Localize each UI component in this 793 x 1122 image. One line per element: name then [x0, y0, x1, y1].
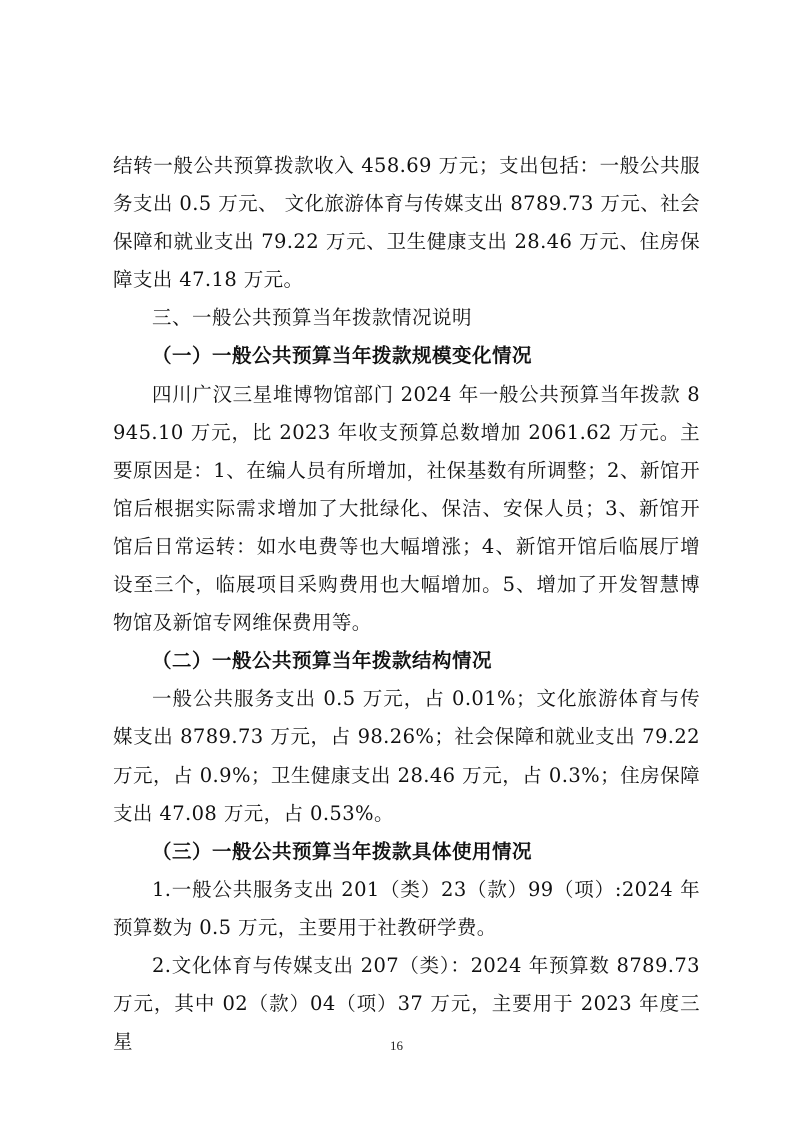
- document-body: [113, 147, 700, 1061]
- paragraph-usage-culture-media: 2.文化体育与传媒支出 207（类）：2024 年预算数 8789.73 万元，其中 02（款）04（项）37 万元，主要用于 2023 年度三星: [113, 953, 700, 1054]
- subheading-usage: （三）一般公共预算当年拨款具体使用情况: [152, 839, 533, 863]
- paragraph-structure: 一般公共服务支出 0.5 万元，占 0.01%；文化旅游体育与传媒支出 8789.73 万元，占 98.26%；社会保障和就业支出 79.22 万元，占 0.9%；卫生健康支出 28.46 万元，占 0.3%；住房保障支出 47.08 万元，占 0.53%。: [113, 687, 700, 825]
- paragraph-income-expense: 结转一般公共预算拨款收入 458.69 万元；支出包括：一般公共服务支出 0.5 万元、 文化旅游体育与传媒支出 8789.73 万元、社会保障和就业支出 79.22 万元、卫生健康支出 28.46 万元、住房保障支出 47.18 万元。: [113, 154, 700, 292]
- subheading-structure: （二）一般公共预算当年拨款结构情况: [152, 649, 493, 673]
- subheading-scale-change: （一）一般公共预算当年拨款规模变化情况: [152, 344, 533, 368]
- paragraph-scale-change: 四川广汉三星堆博物馆部门 2024 年一般公共预算当年拨款 8945.10 万元，比 2023 年收支预算总数增加 2061.62 万元。主要原因是：1、在编人员有所增加，社保基数有所调整；2、新馆开馆后根据实际需求增加了大批绿化、保洁、安保人员；3、新馆开馆后日常运转：如水电费等也大幅增涨；4、新馆开馆后临展厅增设至三个，临展项目采购费用也大幅增加。5、增加了开发智慧博物馆及新馆专网维保费用等。: [113, 382, 700, 635]
- paragraph-usage-general-services: 1.一般公共服务支出 201（类）23（款）99（项）:2024 年预算数为 0.5 万元，主要用于社教研学费。: [113, 877, 700, 939]
- page-number: 16: [390, 1038, 403, 1053]
- section-heading-3: 三、一般公共预算当年拨款情况说明: [152, 306, 473, 330]
